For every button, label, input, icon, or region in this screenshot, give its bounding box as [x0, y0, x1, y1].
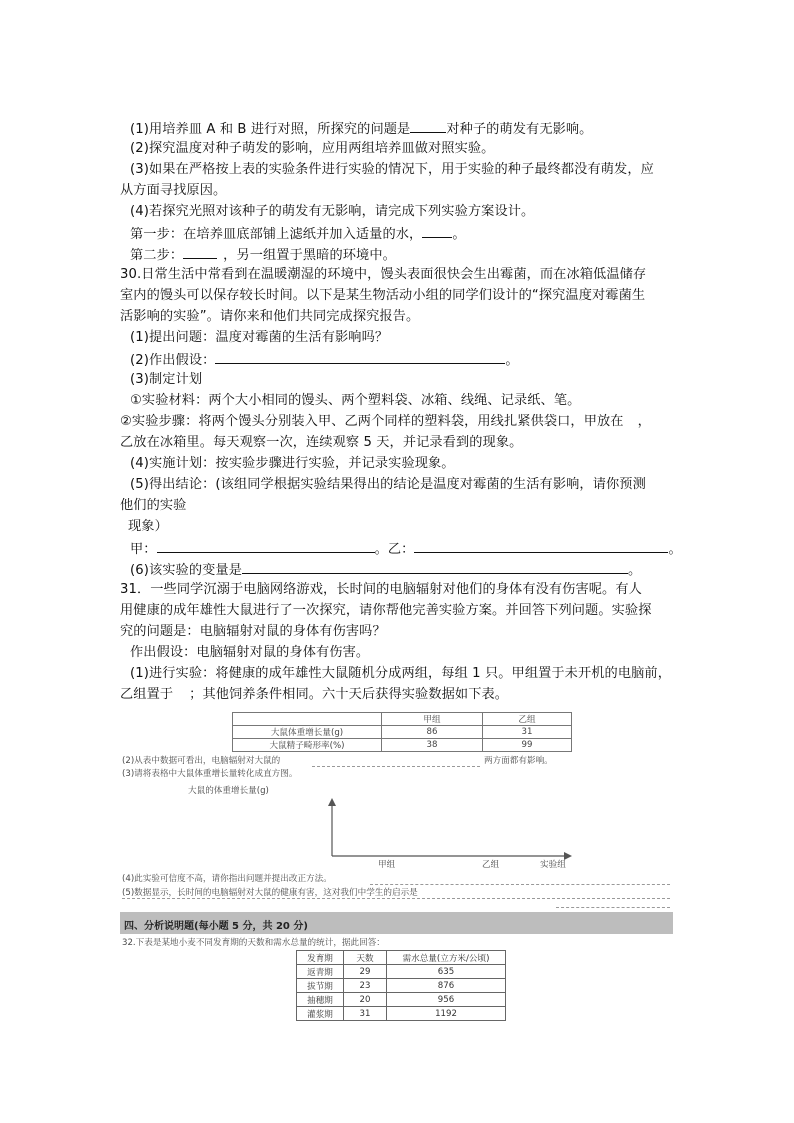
- q30-part-3: (3)制定计划: [130, 372, 203, 387]
- answer-blank[interactable]: [422, 224, 452, 238]
- q31-intro-3: 究的问题是：电脑辐射对鼠的身体有伤害吗？: [120, 624, 386, 639]
- q30-intro-2: 室内的馒头可以保存较长时间。以下是某生物活动小组的同学们设计的“探究温度对霉菌生: [120, 288, 646, 303]
- answer-blank[interactable]: [410, 119, 446, 133]
- q30-part-2: (2)作出假设： 。: [130, 350, 519, 370]
- wheat-water-table: [296, 950, 506, 1021]
- q30-part-5: (5)得出结论：(该组同学根据实验结果得出的结论是温度对霉菌的生活有影响，请你预测: [130, 477, 646, 492]
- table-row: 发育期 天数 需水总量(立方米/公顷): [297, 951, 506, 965]
- q31-part-1-cont: 乙组置于 ；其他饲养条件相同。六十天后获得实验数据如下表。: [120, 687, 509, 702]
- step-one: 第一步：在培养皿底部铺上滤纸并加入适量的水， 。: [130, 224, 466, 244]
- y-axis-label: 大鼠的体重增长量(g): [188, 786, 269, 796]
- q30-steps: ②实验步骤：将两个馒头分别装入甲、乙两个同样的塑料袋，用线扎紧供袋口，甲放在 ，: [120, 414, 651, 429]
- q30-intro-1: 30.日常生活中常看到在温暖潮湿的环境中，馒头表面很快会生出霉菌，而在冰箱低温储存: [120, 267, 647, 282]
- scan-q3: (3)请将表格中大鼠体重增长量转化成直方图。: [122, 769, 298, 779]
- q31-hypothesis: 作出假设：电脑辐射对鼠的身体有伤害。: [130, 645, 370, 660]
- q31-intro-1: 31．一些同学沉溺于电脑网络游戏，长时间的电脑辐射对他们的身体有没有伤害呢。有人: [120, 582, 642, 597]
- q30-part-1: (1)提出问题：温度对霉菌的生活有影响吗？: [130, 330, 389, 345]
- table-row: 大鼠精子畸形率(%) 38 99: [233, 739, 572, 752]
- scanned-exam-image: [120, 706, 673, 1022]
- table-row: 返青期 29 635: [297, 965, 506, 979]
- x-label-group-b: 乙组: [482, 860, 500, 870]
- x-label-group-a: 甲组: [378, 860, 396, 870]
- scan-q5: (5)数据显示，长时间的电脑辐射对大鼠的健康有害，这对我们中学生的启示是: [122, 888, 418, 898]
- answer-blank-a[interactable]: [157, 539, 375, 553]
- scan-q4: (4)此实验可信度不高，请你指出问题并提出改正方法。: [122, 874, 332, 884]
- table-row: 抽穗期 20 956: [297, 993, 506, 1007]
- scan-q2: (2)从表中数据可看出，电脑辐射对大鼠的: [122, 756, 281, 766]
- q31-intro-2: 用健康的成年雄性大鼠进行了一次探究，请你帮他完善实验方案。并回答下列问题。实验探: [120, 603, 652, 618]
- q31-part-1: (1)进行实验：将健康的成年雄性大鼠随机分成两组，每组 1 只。甲组置于未开机的电脑前，: [130, 666, 671, 681]
- answer-blank[interactable]: [242, 560, 628, 574]
- q30-materials: ①实验材料：两个大小相同的馒头、两个塑料袋、冰箱、线绳、记录纸、笔。: [130, 393, 581, 408]
- section-header: 四、分析说明题(每小题 5 分，共 20 分): [120, 912, 673, 934]
- q30-intro-3: 活影响的实验”。请你来和他们共同完成探究报告。: [120, 309, 420, 324]
- q30-steps-cont: 乙放在冰箱里。每天观察一次，连续观察 5 天，并记录看到的现象。: [120, 435, 523, 450]
- scan-q2-tail: 两方面都有影响。: [484, 756, 553, 766]
- q30-part-6: (6)该实验的变量是 。: [130, 560, 641, 580]
- table-row: 灌浆期 31 1192: [297, 1007, 506, 1021]
- x-label-axis: 实验组: [540, 860, 566, 870]
- scan-q32: 32.下表是某地小麦不同发育期的天数和需水总量的统计，据此回答：: [122, 938, 385, 948]
- table-row: 甲组 乙组: [233, 713, 572, 726]
- q30-part-4: (4)实施计划：按实验步骤进行实验，并记录实验现象。: [130, 456, 455, 471]
- q-part-4: (4)若探究光照对该种子的萌发有无影响，请完成下列实验方案设计。: [130, 204, 535, 219]
- q30-predictions: 甲： 。乙： 。: [130, 539, 682, 559]
- answer-blank[interactable]: [183, 245, 217, 259]
- table-row: 拔节期 23 876: [297, 979, 506, 993]
- answer-blank[interactable]: [215, 350, 505, 364]
- q-part-3-cont: 从方面寻找原因。: [120, 183, 227, 198]
- answer-line: [556, 907, 670, 908]
- q-part-2: (2)探究温度对种子萌发的影响，应用两组培养皿做对照实验。: [130, 141, 495, 156]
- q30-part-5-cont: 他们的实验: [120, 498, 187, 513]
- answer-line: [370, 884, 670, 885]
- answer-blank-b[interactable]: [414, 539, 668, 553]
- table-row: 大鼠体重增长量(g) 86 31: [233, 726, 572, 739]
- step-two: 第二步： ，另一组置于黑暗的环境中。: [130, 245, 396, 265]
- q-part-1: (1)用培养皿 A 和 B 进行对照，所探究的问题是 对种子的萌发有无影响。: [130, 119, 592, 139]
- q30-part-5-cont2: 现象）: [128, 519, 168, 534]
- q-part-3: (3)如果在严格按上表的实验条件进行实验的情况下，用于实验的种子最终都没有萌发，应: [130, 162, 654, 177]
